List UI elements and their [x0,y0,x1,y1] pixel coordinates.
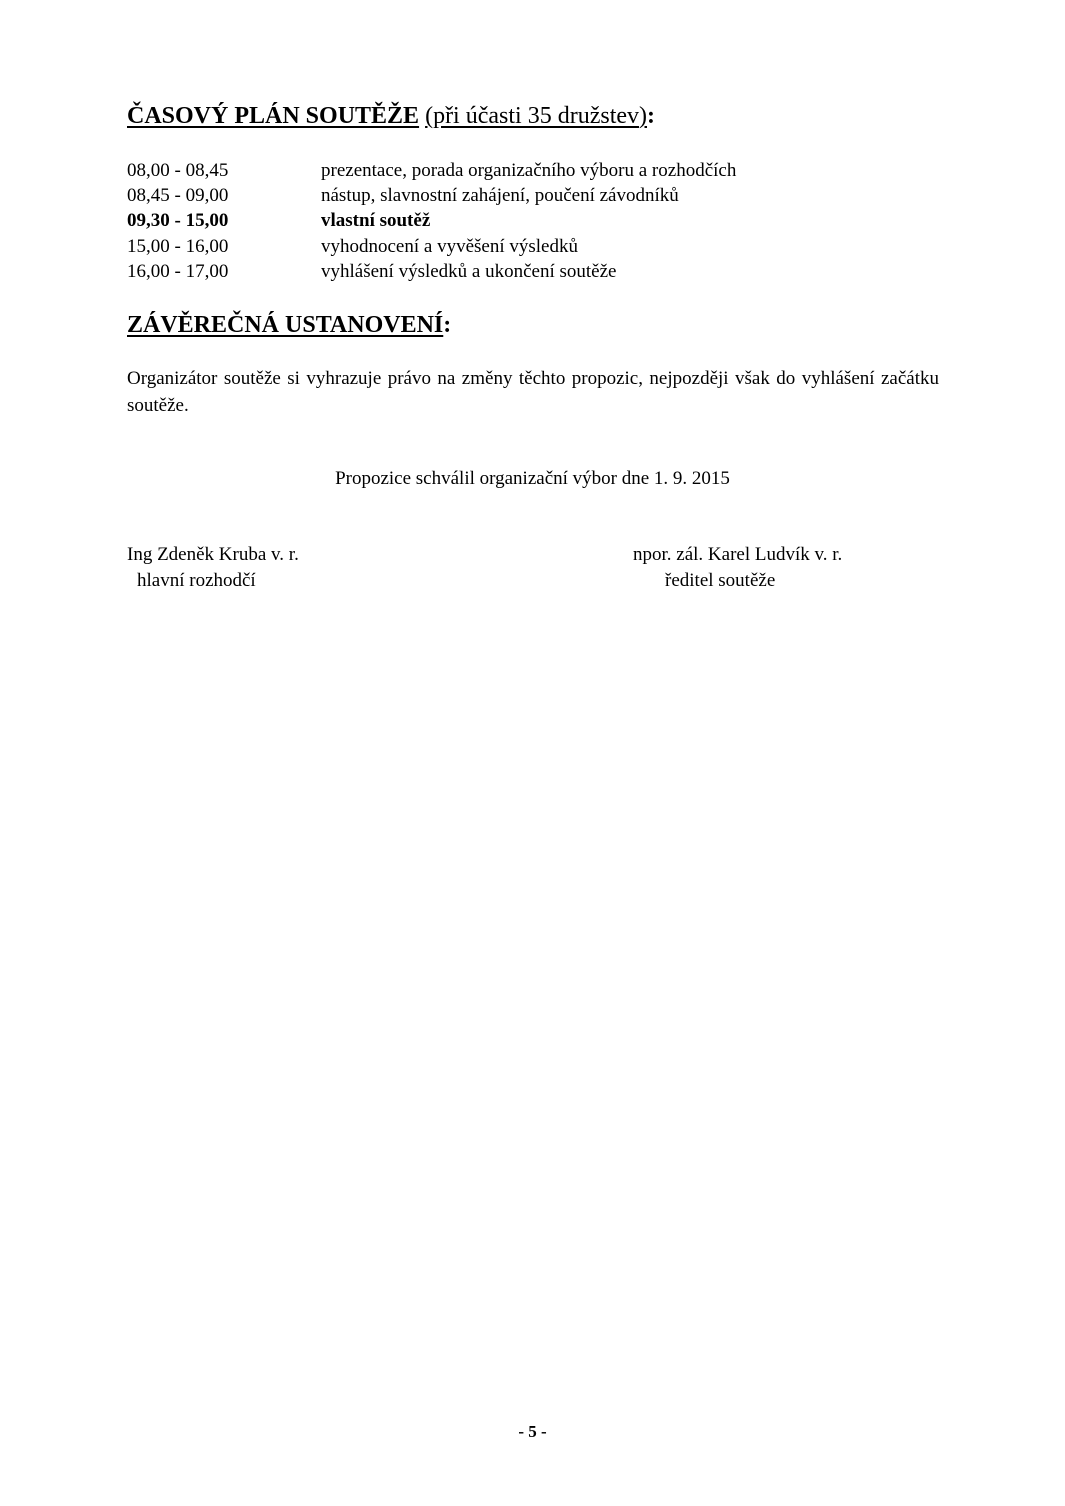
final-provisions-paragraph: Organizátor soutěže si vyhrazuje právo na změny těchto propozic, nejpozději však do vyhlášení začátku soutěže. [127,368,939,416]
final-provisions-heading [127,311,451,339]
signature-role: ředitel soutěže [665,570,776,591]
schedule-title: ČASOVÝ PLÁN SOUTĚŽE [127,103,420,129]
schedule-time: 16,00 - 17,00 [127,260,229,282]
schedule-list [127,158,947,284]
schedule-time: 09,30 - 15,00 [127,210,229,232]
schedule-time: 08,45 - 09,00 [127,185,229,207]
final-provisions-title: ZÁVĚREČNÁ USTANOVENÍ [127,312,444,338]
signature-chief-referee [127,542,299,594]
schedule-description: vlastní soutěž [321,210,431,232]
signature-role: hlavní rozhodčí [137,570,256,591]
schedule-heading-colon: : [647,103,656,129]
schedule-description: nástup, slavnostní zahájení, poučení závodníků [321,185,679,207]
signature-competition-director [633,542,842,594]
signature-name: Ing Zdeněk Kruba v. r. [127,544,299,565]
schedule-description: vyhlášení výsledků a ukončení soutěže [321,260,617,282]
schedule-time: 15,00 - 16,00 [127,235,229,257]
schedule-row [127,208,947,233]
page-number: - 5 - [518,1422,547,1441]
schedule-row [127,158,947,183]
schedule-time: 08,00 - 08,45 [127,160,229,181]
schedule-row [127,183,947,208]
schedule-row [127,259,947,284]
schedule-row [127,234,947,259]
final-provisions-colon: : [443,312,452,338]
schedule-description: prezentace, porada organizačního výboru a rozhodčích [321,160,737,181]
signature-name: npor. zál. Karel Ludvík v. r. [633,544,843,565]
schedule-description: vyhodnocení a vyvěšení výsledků [321,235,578,257]
schedule-heading [127,102,655,130]
schedule-subtitle: (při účasti 35 družstev) [425,103,648,129]
approval-line: Propozice schválil organizační výbor dne 1. 9. 2015 [335,468,730,489]
